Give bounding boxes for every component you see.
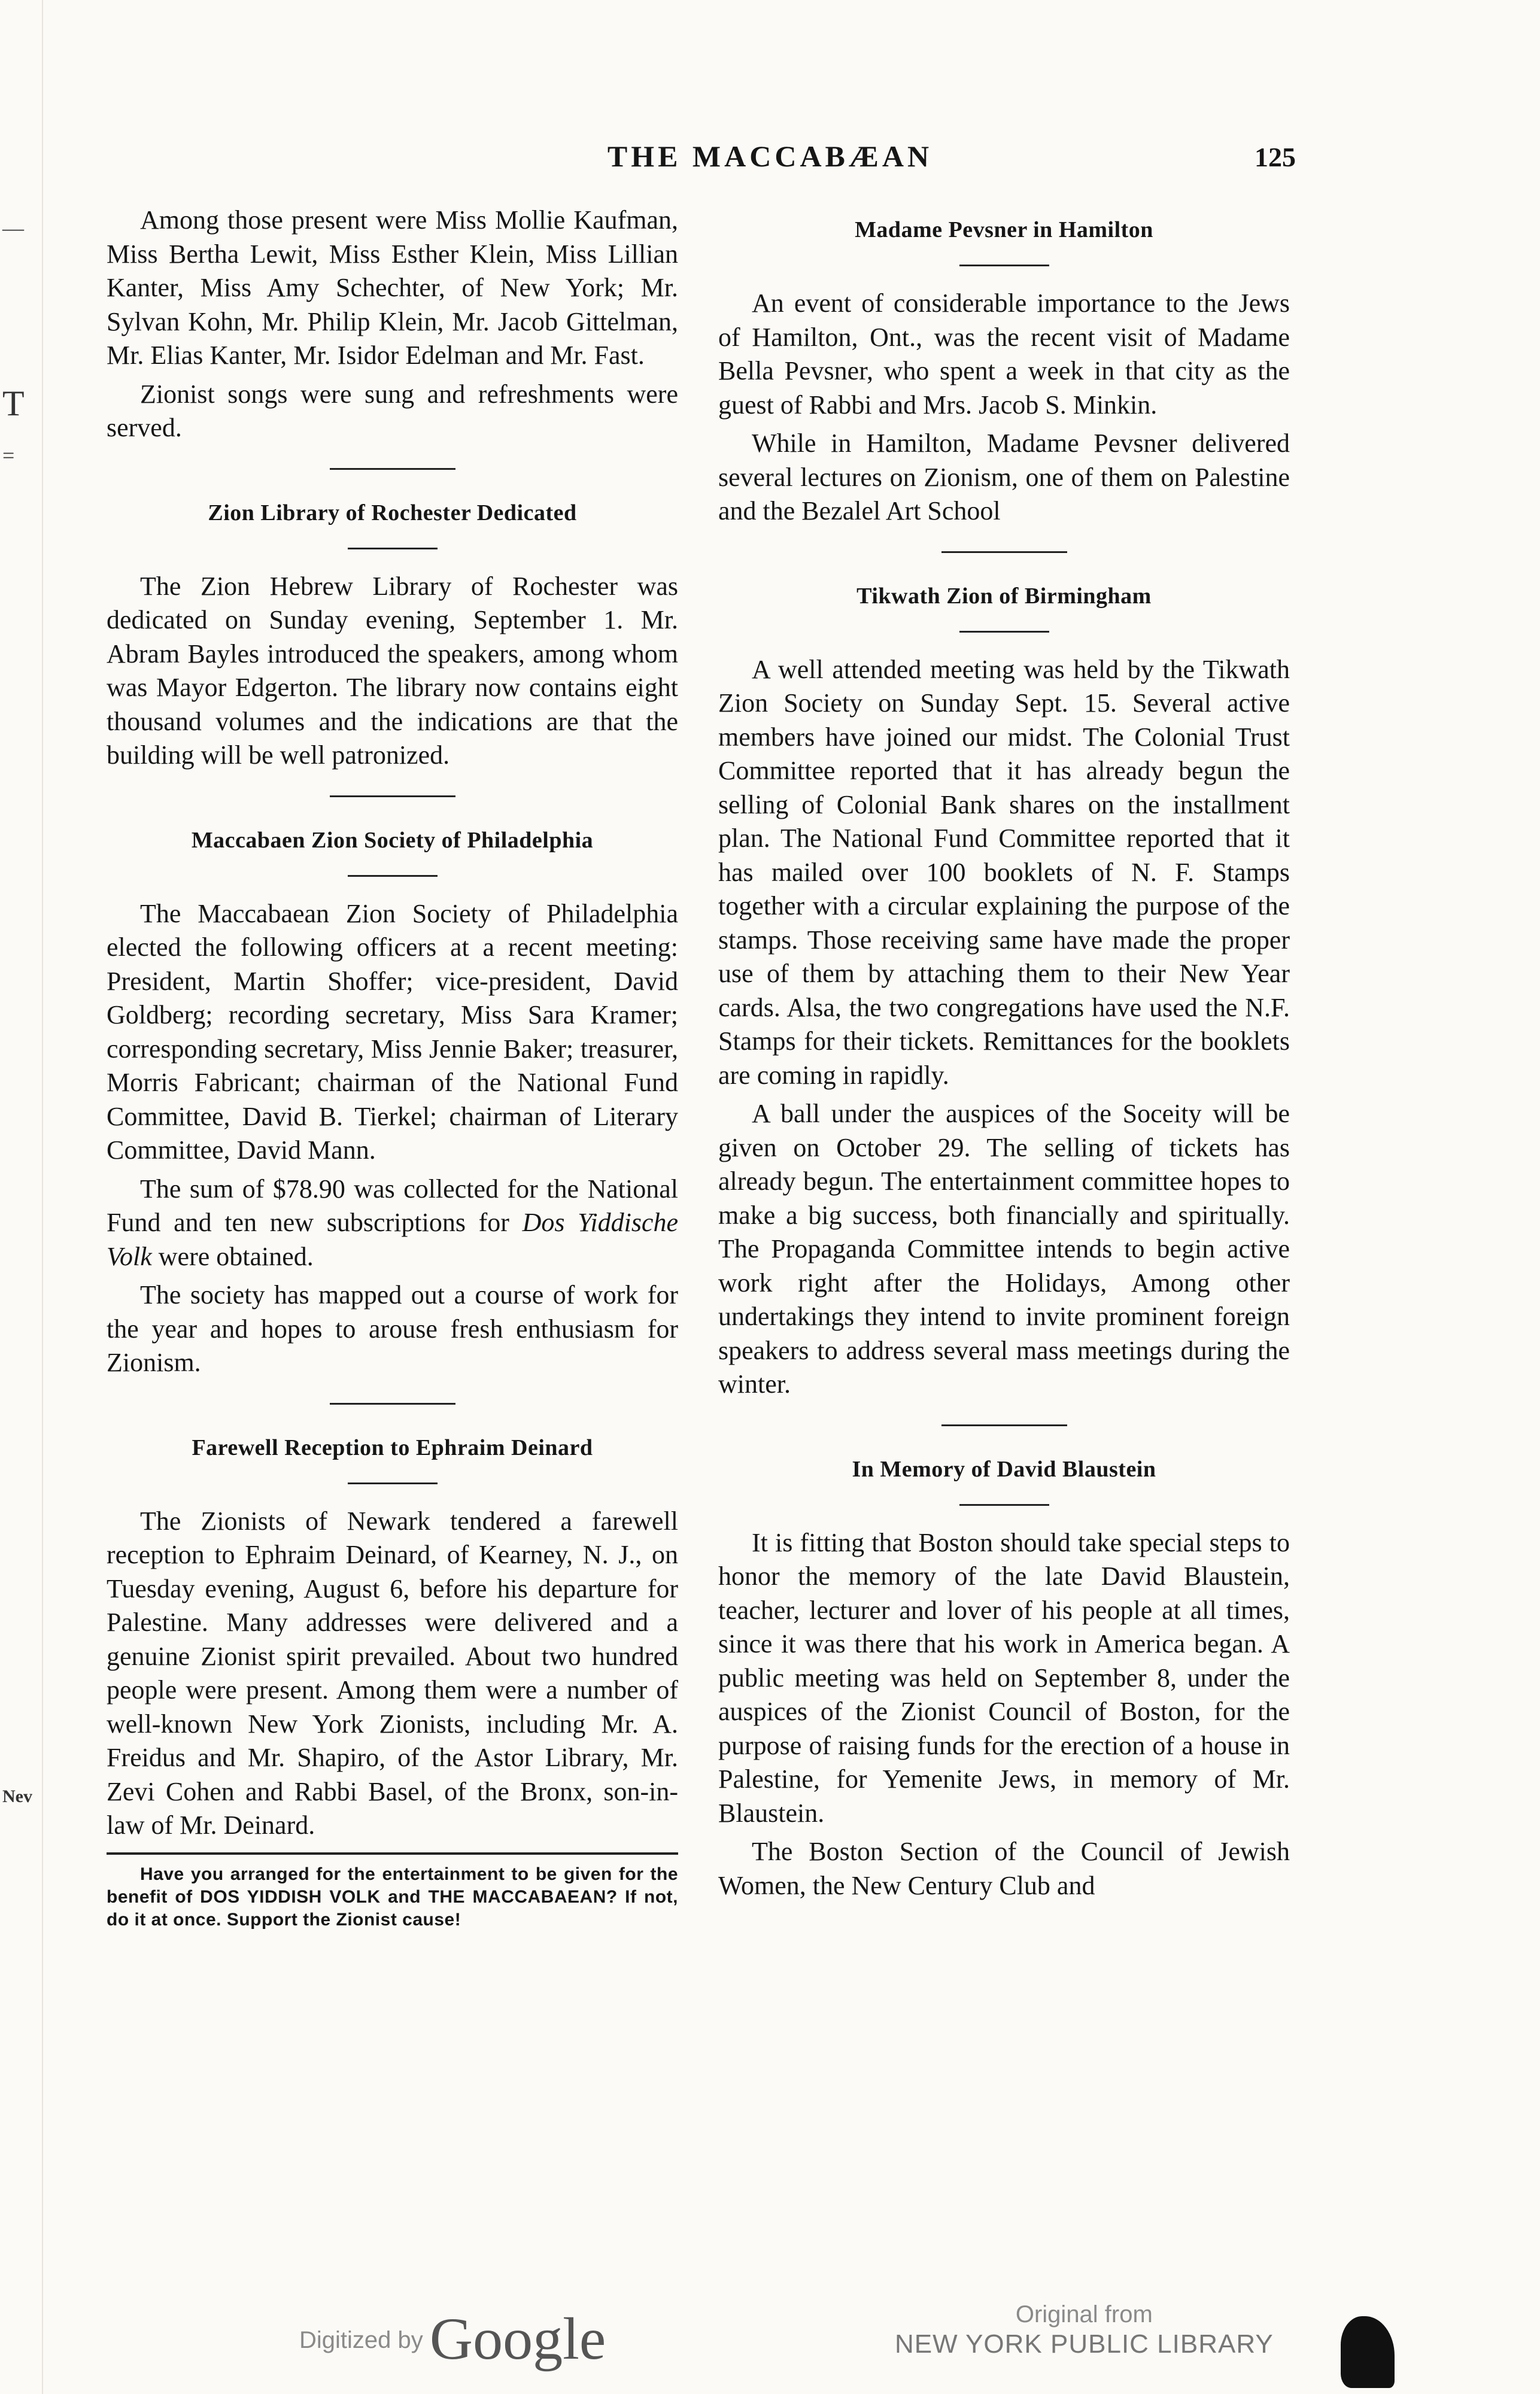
heading-underline [348, 548, 438, 549]
section-rule [330, 1403, 455, 1405]
gutter-mark: T [2, 384, 25, 423]
section-rule [941, 551, 1067, 553]
notice-rule [107, 1852, 678, 1855]
heading-underline [348, 875, 438, 877]
support-notice: Have you arranged for the entertainment to be given for the benefit of DOS YIDDISH VOLK and THE MACCABAEAN? If not, do it at once. Support the Zionist cause! [107, 1864, 678, 1930]
section-heading: Madame Pevsner in Hamilton [855, 217, 1153, 242]
section-rule [941, 1424, 1067, 1426]
google-logo: Google [429, 2305, 606, 2372]
original-from-credit [895, 2299, 1274, 2359]
article-paragraph: The Boston Section of the Council of Jewish Women, the New Century Club and [718, 1837, 1290, 1900]
page-number: 125 [1255, 142, 1296, 172]
article-paragraph: The society has mapped out a course of work for the year and hopes to arouse fresh enthusiasm for Zionism. [107, 1280, 678, 1377]
heading-underline [959, 631, 1049, 633]
binding-gutter [0, 0, 43, 2394]
article-paragraph: A well attended meeting was held by the Tikwath Zion Society on Sunday Sept. 15. Several active members have joined our midst. The Colonial Trust Committee reported that it has already begun the selling of Colonial Bank shares on the installment plan. The National Fund Committee reported that it has mailed over 100 booklets of N. F. Stamps together with a circular explaining the purpose of the stamps. Those receiving same have made the proper use of them by attaching them to their New Year cards. Alsa, the two congregations have used the N.F. Stamps for their tickets. Remittances for the booklets are coming in rapidly. [718, 654, 1290, 1090]
digitized-by-credit [299, 2304, 606, 2373]
gutter-mark: — [2, 216, 24, 240]
section-heading: Maccabaen Zion Society of Philadelphia [191, 827, 594, 853]
section-rule [330, 468, 455, 470]
section-rule [330, 795, 455, 797]
heading-underline [959, 1504, 1049, 1506]
paragraph-text: The sum of $78.90 was collected for the National Fund and ten new subscriptions for [107, 1174, 678, 1237]
article-paragraph: While in Hamilton, Madame Pevsner delivered several lectures on Zionism, one of them on Palestine and the Bezalel Art School [718, 429, 1290, 525]
section-heading: Tikwath Zion of Birmingham [856, 583, 1152, 609]
section-heading: Zion Library of Rochester Dedicated [208, 500, 577, 525]
paragraph-text: were obtained. [151, 1241, 314, 1271]
publication-title: Dos Yiddische Volk [107, 1208, 678, 1271]
gutter-mark: Nev [2, 1787, 32, 1806]
gutter-mark: = [2, 443, 15, 467]
article-paragraph: Among those present were Miss Mollie Kaufman, Miss Bertha Lewit, Miss Esther Klein, Miss Lillian Kanter, Miss Amy Schechter, of New York; Mr. Sylvan Kohn, Mr. Philip Klein, Mr. Jacob Gittelman, Mr. Elias Kanter, Mr. Isidor Edelman and Mr. Fast. [107, 205, 678, 370]
article-paragraph: An event of considerable importance to the Jews of Hamilton, Ont., was the recent visit of Madame Bella Pevsner, who spent a week in that city as the guest of Rabbi and Mrs. Jacob S. Minkin. [718, 288, 1290, 420]
library-name: NEW YORK PUBLIC LIBRARY [895, 2329, 1274, 2359]
article-paragraph: Zionist songs were sung and refreshments were served. [107, 379, 678, 442]
section-heading: In Memory of David Blaustein [852, 1456, 1156, 1482]
heading-underline [348, 1482, 438, 1484]
left-column [107, 203, 678, 1931]
article-paragraph: The Zionists of Newark tendered a farewell reception to Ephraim Deinard, of Kearney, N. J., on Tuesday evening, August 6, before his departure for Palestine. Many addresses were delivered and a genuine Zionist spirit prevailed. About two hundred people were present. Among them were a number of well-known New York Zionists, including Mr. A. Freidus and Mr. Shapiro, of the Astor Library, Mr. Zevi Cohen and Rabbi Basel, of the Bronx, son-in-law of Mr. Deinard. [107, 1506, 678, 1840]
scan-corner-artifact [1341, 2316, 1395, 2388]
section-heading: Farewell Reception to Ephraim Deinard [192, 1435, 593, 1460]
running-header: THE MACCABÆAN [607, 139, 933, 173]
article-paragraph: It is fitting that Boston should take special steps to honor the memory of the late David Blaustein, teacher, lecturer and lover of his people at all times, since it was there that his work in America began. A public meeting was held on September 8, under the auspices of the Zionist Council of Boston, for the purpose of raising funds for the erection of a house in Palestine, for Yemenite Jews, in memory of Mr. Blaustein. [718, 1527, 1290, 1828]
article-paragraph: The Maccabaean Zion Society of Philadelphia elected the following officers at a recent meeting: President, Martin Shoffer; vice-president, David Goldberg; recording secretary, Miss Sara Kramer; corresponding secretary, Miss Jennie Baker; treasurer, Morris Fabricant; chairman of the National Fund Committee, David B. Tierkel; chairman of Literary Committee, David Mann. [107, 898, 678, 1165]
heading-underline [959, 265, 1049, 266]
right-column [718, 203, 1290, 1907]
digitized-by-label: Digitized by [299, 2327, 423, 2353]
article-paragraph: The Zion Hebrew Library of Rochester was dedicated on Sunday evening, September 1. Mr. Abram Bayles introduced the speakers, among whom was Mayor Edgerton. The library now contains eight thousand volumes and the indications are that the building will be well patronized. [107, 571, 678, 770]
article-paragraph: A ball under the auspices of the Soceity will be given on October 29. The selling of tickets has already begun. The entertainment committee hopes to make a big success, both financially and spiritually. The Propaganda Committee intends to begin active work right after the Holidays, Among other undertakings they intend to invite prominent foreign speakers to address several mass meetings during the winter. [718, 1099, 1290, 1399]
article-paragraph [107, 1172, 678, 1274]
original-from-label: Original from [1015, 2301, 1153, 2328]
